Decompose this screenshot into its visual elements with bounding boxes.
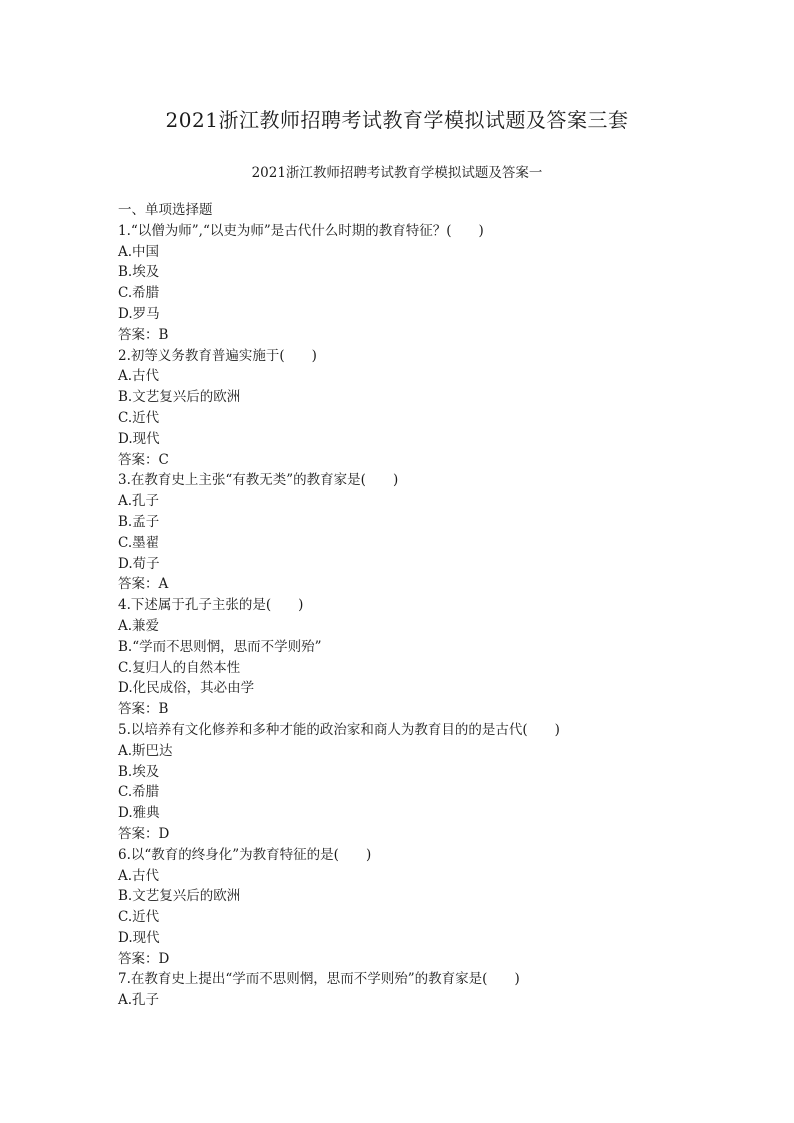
option-c: C.复归人的自然本性 — [118, 659, 241, 676]
question-block — [118, 720, 718, 845]
question-block — [118, 845, 718, 970]
option-b: B.“学而不思则惘，思而不学则殆” — [118, 638, 322, 655]
question-stem: 1.“以僧为师”,“以吏为师”是古代什么时期的教育特征？( ) — [118, 222, 484, 239]
option-b: B.孟子 — [118, 513, 160, 530]
answer-line: 答案：C — [118, 451, 169, 468]
question-stem: 7.在教育史上提出“学而不思则惘，思而不学则殆”的教育家是( ) — [118, 971, 520, 988]
document-subtitle: 2021浙江教师招聘考试教育学模拟试题及答案一 — [251, 165, 543, 181]
answer-line: 答案：B — [118, 701, 169, 718]
option-d: D.雅典 — [118, 805, 160, 822]
option-c: C.希腊 — [118, 285, 160, 302]
question-block — [118, 346, 718, 471]
option-d: D.化民成俗，其必由学 — [118, 680, 255, 697]
question-stem: 3.在教育史上主张“有教无类”的教育家是( ) — [118, 472, 399, 489]
question-list — [118, 200, 718, 1011]
answer-line: 答案：D — [118, 825, 170, 842]
question-block — [118, 595, 718, 720]
question-block — [118, 969, 718, 1011]
option-b: B.文艺复兴后的欧洲 — [118, 888, 241, 905]
option-d: D.现代 — [118, 929, 160, 946]
option-d: D.罗马 — [118, 305, 160, 322]
option-c: C.近代 — [118, 909, 160, 926]
option-a: A.古代 — [118, 867, 160, 884]
question-block — [118, 221, 718, 346]
option-c: C.近代 — [118, 409, 160, 426]
option-a: A.斯巴达 — [118, 742, 173, 759]
option-a: A.中国 — [118, 243, 160, 260]
question-block — [118, 470, 718, 595]
option-b: B.埃及 — [118, 763, 160, 780]
option-a: A.孔子 — [118, 493, 160, 510]
option-d: D.现代 — [118, 430, 160, 447]
question-stem: 4.下述属于孔子主张的是( ) — [118, 597, 304, 614]
answer-line: 答案：A — [118, 576, 169, 593]
option-a: A.古代 — [118, 368, 160, 385]
question-stem: 6.以“教育的终身化”为教育特征的是( ) — [118, 846, 372, 863]
option-c: C.墨翟 — [118, 534, 160, 551]
answer-line: 答案：B — [118, 326, 169, 343]
option-b: B.埃及 — [118, 264, 160, 281]
question-stem: 5.以培养有文化修养和多种才能的政治家和商人为教育目的的是古代( ) — [118, 721, 560, 738]
answer-line: 答案：D — [118, 950, 170, 967]
option-d: D.荀子 — [118, 555, 160, 572]
option-c: C.希腊 — [118, 784, 160, 801]
question-stem: 2.初等义务教育普遍实施于( ) — [118, 347, 317, 364]
section-heading: 一、单项选择题 — [118, 202, 213, 218]
document-title: 2021浙江教师招聘考试教育学模拟试题及答案三套 — [165, 108, 629, 132]
option-a: A.兼爱 — [118, 617, 160, 634]
option-a: A.孔子 — [118, 992, 160, 1009]
option-b: B.文艺复兴后的欧洲 — [118, 389, 241, 406]
